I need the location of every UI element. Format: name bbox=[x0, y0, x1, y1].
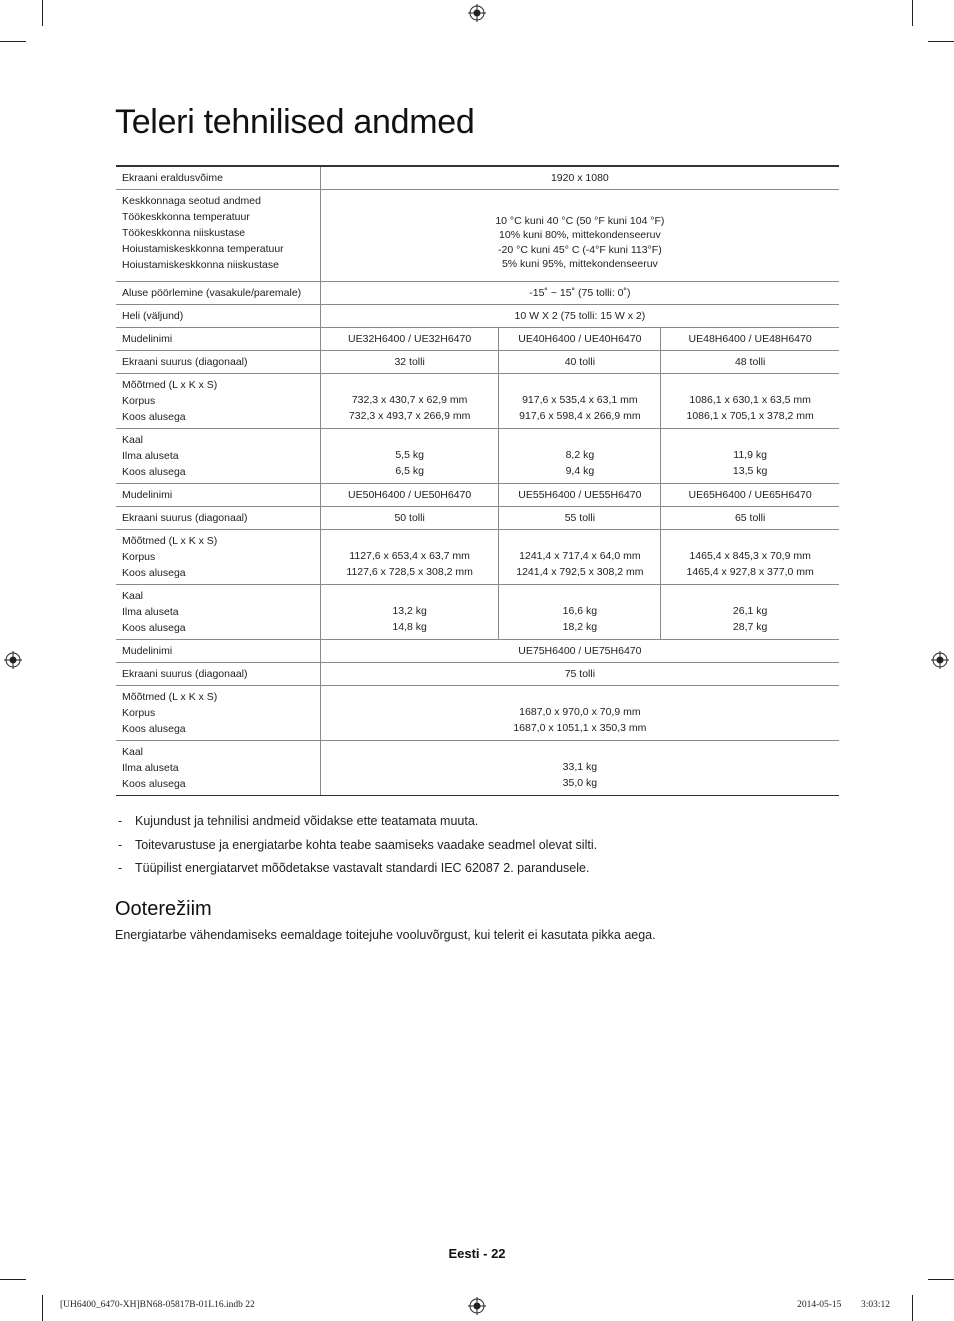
cell-value bbox=[320, 686, 839, 741]
value-line: 1687,0 x 1051,1 x 350,3 mm bbox=[513, 722, 647, 734]
label-line: Koos alusega bbox=[122, 567, 186, 579]
cell-value bbox=[661, 530, 839, 585]
cell-value bbox=[320, 741, 839, 796]
label-line: Töökeskkonna niiskustase bbox=[122, 227, 246, 239]
row-label: Mudelinimi bbox=[116, 328, 320, 351]
value-line: 8,2 kg bbox=[565, 449, 595, 461]
cell-value: 32 tolli bbox=[320, 351, 499, 374]
value-line: 10% kuni 80%, mittekondenseeruv bbox=[499, 229, 661, 241]
value-line: 10 °C kuni 40 °C (50 °F kuni 104 °F) bbox=[495, 214, 665, 227]
value-line: 35,0 kg bbox=[562, 777, 598, 789]
note-text: Kujundust ja tehnilisi andmeid võidakse ette teatamata muuta. bbox=[135, 814, 479, 828]
row-label bbox=[116, 686, 320, 741]
section-heading: Ooterežiim bbox=[115, 898, 212, 920]
label-line: Koos alusega bbox=[122, 723, 186, 735]
cell-value: 1920 x 1080 bbox=[320, 166, 839, 190]
row-label: Mudelinimi bbox=[116, 484, 320, 507]
value-line: 1086,1 x 705,1 x 378,2 mm bbox=[686, 410, 814, 422]
row-label: Mudelinimi bbox=[116, 640, 320, 663]
value-line: 1241,4 x 717,4 x 64,0 mm bbox=[519, 550, 641, 562]
table-row bbox=[116, 686, 839, 741]
label-line: Ilma aluseta bbox=[122, 762, 179, 774]
value-line: 917,6 x 598,4 x 266,9 mm bbox=[519, 410, 641, 422]
row-label: Aluse pöörlemine (vasakule/paremale) bbox=[116, 282, 320, 305]
row-label bbox=[116, 190, 320, 282]
registration-mark-icon bbox=[4, 651, 22, 669]
cell-value bbox=[661, 585, 839, 640]
label-line: Korpus bbox=[122, 551, 156, 563]
table-row bbox=[116, 282, 839, 305]
crop-mark bbox=[912, 0, 913, 26]
cell-value: 10 W X 2 (75 tolli: 15 W x 2) bbox=[320, 305, 839, 328]
row-label: Ekraani suurus (diagonaal) bbox=[116, 351, 320, 374]
table-row bbox=[116, 507, 839, 530]
label-line: Keskkonnaga seotud andmed bbox=[122, 195, 261, 207]
cell-value: UE75H6400 / UE75H6470 bbox=[320, 640, 839, 663]
value-line: 1127,6 x 728,5 x 308,2 mm bbox=[346, 566, 473, 578]
label-line: Koos alusega bbox=[122, 411, 186, 423]
row-label bbox=[116, 429, 320, 484]
table-row bbox=[116, 166, 839, 190]
registration-mark-icon bbox=[468, 4, 486, 22]
crop-mark bbox=[912, 1295, 913, 1321]
list-item bbox=[116, 834, 836, 858]
label-line: Ilma aluseta bbox=[122, 450, 179, 462]
label-line: Koos alusega bbox=[122, 622, 186, 634]
cell-value: UE40H6400 / UE40H6470 bbox=[499, 328, 661, 351]
list-item bbox=[116, 857, 836, 881]
table-row bbox=[116, 741, 839, 796]
cell-value: 48 tolli bbox=[661, 351, 839, 374]
cell-value bbox=[320, 190, 839, 282]
table-row bbox=[116, 190, 839, 282]
cell-value bbox=[320, 585, 499, 640]
value-line: 917,6 x 535,4 x 63,1 mm bbox=[522, 394, 638, 406]
value-line: 5,5 kg bbox=[395, 449, 424, 461]
row-label: Ekraani suurus (diagonaal) bbox=[116, 507, 320, 530]
cell-value bbox=[320, 530, 499, 585]
table-row bbox=[116, 328, 839, 351]
value-line: 1127,6 x 653,4 x 63,7 mm bbox=[349, 550, 470, 562]
label-line: Hoiustamiskeskkonna temperatuur bbox=[122, 243, 284, 255]
value-line: 732,3 x 430,7 x 62,9 mm bbox=[351, 394, 468, 406]
value-line: 9,4 kg bbox=[565, 465, 595, 477]
value-line: 1086,1 x 630,1 x 63,5 mm bbox=[689, 394, 811, 406]
table-row bbox=[116, 663, 839, 686]
cell-value: 55 tolli bbox=[499, 507, 661, 530]
value-line: 1687,0 x 970,0 x 70,9 mm bbox=[519, 706, 641, 718]
table-row bbox=[116, 585, 839, 640]
crop-mark bbox=[928, 1279, 954, 1280]
spec-table bbox=[116, 165, 839, 796]
registration-mark-icon bbox=[468, 1297, 486, 1315]
label-line: Koos alusega bbox=[122, 466, 186, 478]
row-label bbox=[116, 585, 320, 640]
cell-value bbox=[499, 374, 661, 429]
cell-value: UE65H6400 / UE65H6470 bbox=[661, 484, 839, 507]
value-line: 14,8 kg bbox=[392, 621, 427, 633]
row-label: Ekraani eraldusvõime bbox=[116, 166, 320, 190]
cell-value: 50 tolli bbox=[320, 507, 499, 530]
cell-value bbox=[661, 429, 839, 484]
value-line: -20 °C kuni 45° C (-4°F kuni 113°F) bbox=[498, 243, 662, 256]
label-line: Töökeskkonna temperatuur bbox=[122, 211, 250, 223]
value-line: 1241,4 x 792,5 x 308,2 mm bbox=[516, 566, 644, 578]
page-number: Eesti - 22 bbox=[448, 1246, 506, 1261]
cell-value bbox=[499, 585, 661, 640]
notes-list bbox=[116, 810, 836, 881]
cell-value: -15˚ ~ 15˚ (75 tolli: 0˚) bbox=[320, 282, 839, 305]
value-line: 18,2 kg bbox=[562, 621, 598, 633]
note-text: Toitevarustuse ja energiatarbe kohta teabe saamiseks vaadake seadmel olevat silti. bbox=[135, 837, 598, 852]
label-line: Mõõtmed (L x K x S) bbox=[122, 691, 218, 703]
table-row bbox=[116, 484, 839, 507]
footer-datetime: 2014-05-15 ￿￿ 3:03:12 bbox=[797, 1300, 890, 1310]
value-line: 13,5 kg bbox=[732, 465, 768, 477]
value-line: 1465,4 x 845,3 x 70,9 mm bbox=[689, 550, 811, 562]
cell-value bbox=[499, 530, 661, 585]
label-line: Kaal bbox=[122, 590, 144, 602]
table-row bbox=[116, 351, 839, 374]
footer-file: [UH6400_6470-XH]BN68-05817B-01L16.indb 22 bbox=[60, 1300, 255, 1310]
label-line: Mõõtmed (L x K x S) bbox=[122, 379, 218, 391]
cell-value: 65 tolli bbox=[661, 507, 839, 530]
table-row bbox=[116, 530, 839, 585]
label-line: Korpus bbox=[122, 707, 156, 719]
value-line: 1465,4 x 927,8 x 377,0 mm bbox=[686, 566, 814, 578]
label-line: Koos alusega bbox=[122, 778, 186, 790]
row-label: Heli (väljund) bbox=[116, 305, 320, 328]
cell-value: UE32H6400 / UE32H6470 bbox=[320, 328, 499, 351]
label-line: Hoiustamiskeskkonna niiskustase bbox=[122, 259, 279, 271]
row-label bbox=[116, 530, 320, 585]
label-line: Mõõtmed (L x K x S) bbox=[122, 535, 218, 547]
cell-value bbox=[661, 374, 839, 429]
crop-mark bbox=[42, 0, 43, 26]
crop-mark bbox=[42, 1295, 43, 1321]
table-row bbox=[116, 640, 839, 663]
crop-mark bbox=[0, 41, 26, 42]
cell-value: UE50H6400 / UE50H6470 bbox=[320, 484, 499, 507]
bullet-dash: - bbox=[118, 837, 123, 852]
label-line: Korpus bbox=[122, 395, 156, 407]
value-line: 26,1 kg bbox=[732, 605, 768, 617]
label-line: Ilma aluseta bbox=[122, 606, 179, 618]
row-label bbox=[116, 741, 320, 796]
value-line: 732,3 x 493,7 x 266,9 mm bbox=[348, 410, 471, 422]
row-label bbox=[116, 374, 320, 429]
cell-value: UE48H6400 / UE48H6470 bbox=[661, 328, 839, 351]
value-line: 33,1 kg bbox=[562, 761, 598, 773]
table-row bbox=[116, 305, 839, 328]
cell-value bbox=[320, 374, 499, 429]
cell-value bbox=[320, 429, 499, 484]
table-row bbox=[116, 429, 839, 484]
section-text: Energiatarbe vähendamiseks eemaldage toitejuhe vooluvõrgust, kui telerit ei kasutata pikka aega. bbox=[115, 928, 656, 942]
value-line: 5% kuni 95%, mittekondenseeruv bbox=[501, 258, 658, 270]
table-row bbox=[116, 374, 839, 429]
cell-value: 40 tolli bbox=[499, 351, 661, 374]
page-title: Teleri tehnilised andmed bbox=[115, 103, 475, 141]
label-line: Kaal bbox=[122, 434, 144, 446]
label-line: Kaal bbox=[122, 746, 144, 758]
cell-value: 75 tolli bbox=[320, 663, 839, 686]
note-text: Tüüpilist energiatarvet mõõdetakse vastavalt standardi IEC 62087 2. parandusele. bbox=[135, 861, 590, 875]
value-line: 16,6 kg bbox=[562, 605, 598, 617]
row-label: Ekraani suurus (diagonaal) bbox=[116, 663, 320, 686]
registration-mark-icon bbox=[931, 651, 949, 669]
value-line: 11,9 kg bbox=[733, 449, 767, 461]
list-item bbox=[116, 810, 836, 834]
crop-mark bbox=[0, 1279, 26, 1280]
crop-mark bbox=[928, 41, 954, 42]
value-line: 13,2 kg bbox=[392, 605, 427, 617]
value-line: 28,7 kg bbox=[732, 621, 768, 633]
bullet-dash: - bbox=[118, 814, 123, 828]
value-line: 6,5 kg bbox=[395, 465, 424, 477]
cell-value bbox=[499, 429, 661, 484]
cell-value: UE55H6400 / UE55H6470 bbox=[499, 484, 661, 507]
bullet-dash: - bbox=[118, 861, 123, 875]
